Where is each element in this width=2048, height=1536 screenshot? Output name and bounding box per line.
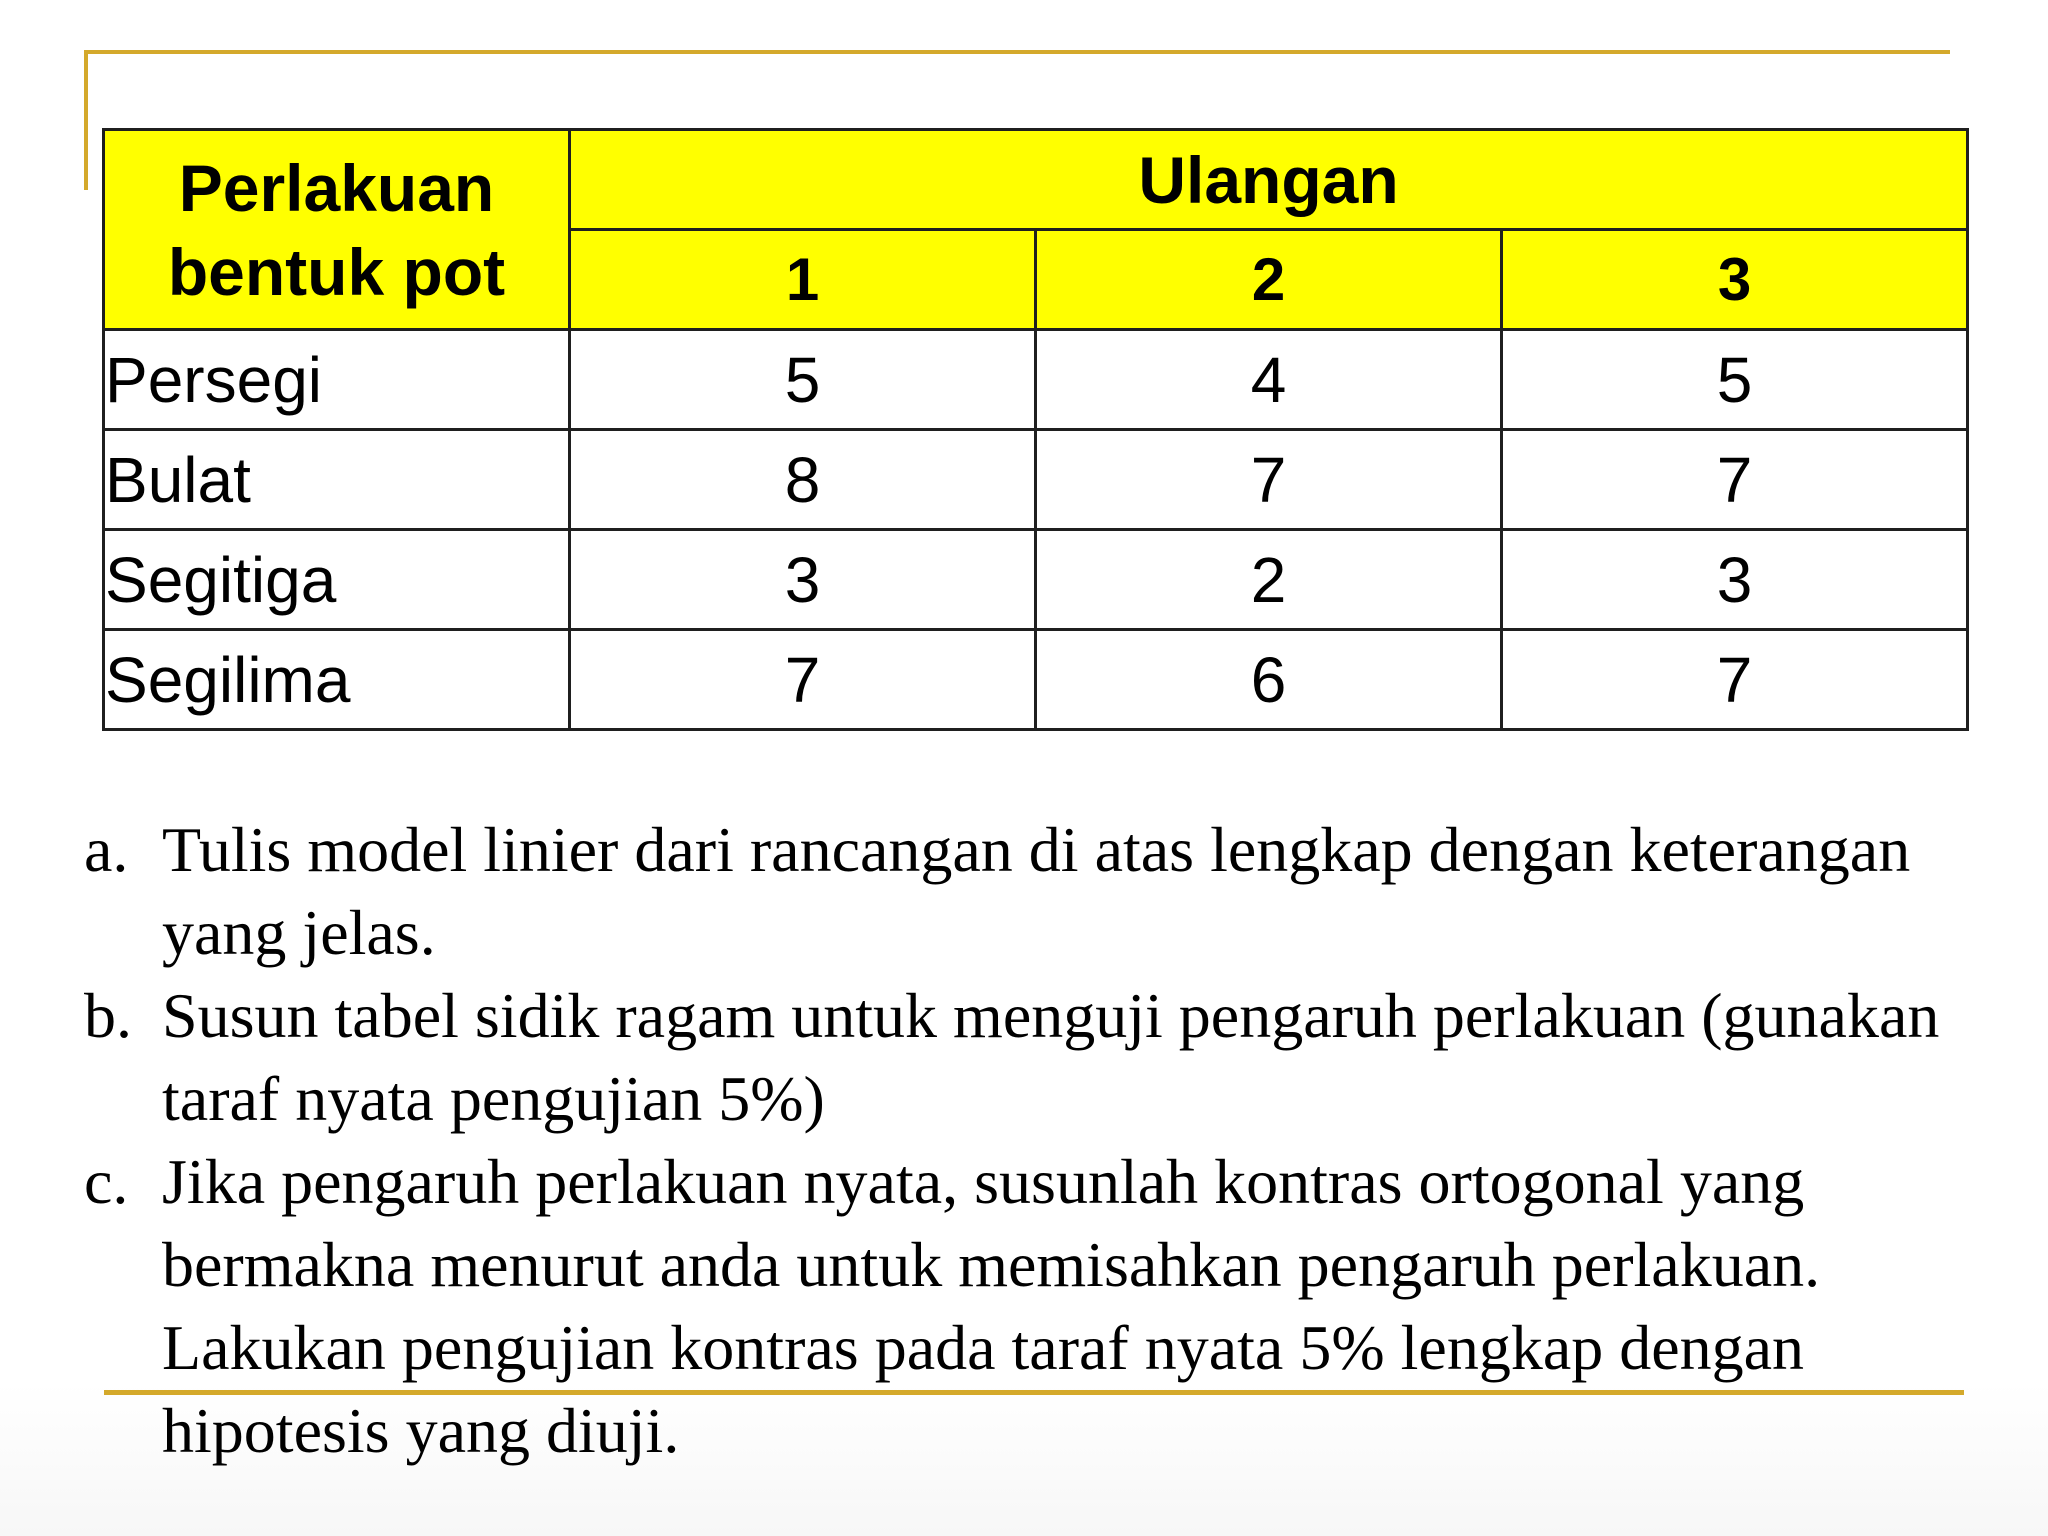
replicate-header-3: 3 [1502, 230, 1968, 330]
table-cell: 8 [570, 430, 1036, 530]
question-marker: b. [84, 980, 132, 1051]
question-text: Susun tabel sidik ragam untuk menguji pengaruh perlakuan (gunakan taraf nyata pengujian 5%) [162, 980, 1940, 1134]
replicate-header-2: 2 [1036, 230, 1502, 330]
question-list [84, 808, 1964, 1472]
question-item [84, 974, 1964, 1140]
row-label: Segitiga [104, 530, 570, 630]
table-cell: 7 [570, 630, 1036, 730]
table-cell: 4 [1036, 330, 1502, 430]
treatment-header [104, 130, 570, 330]
replicate-group-header: Ulangan [570, 130, 1968, 230]
table-cell: 7 [1502, 630, 1968, 730]
data-table [102, 128, 1969, 731]
header-row-top [104, 130, 1968, 230]
row-label: Segilima [104, 630, 570, 730]
bottom-accent-rule [104, 1390, 1964, 1395]
replicate-header-1: 1 [570, 230, 1036, 330]
treatment-header-line1: Perlakuan [178, 150, 495, 225]
table-row [104, 630, 1968, 730]
table-row [104, 430, 1968, 530]
row-label: Persegi [104, 330, 570, 430]
table-cell: 5 [1502, 330, 1968, 430]
table-cell: 6 [1036, 630, 1502, 730]
table-cell: 2 [1036, 530, 1502, 630]
table-cell: 3 [570, 530, 1036, 630]
question-item [84, 1140, 1964, 1472]
question-text: Tulis model linier dari rancangan di atas lengkap dengan keterangan yang jelas. [162, 814, 1911, 968]
question-marker: c. [84, 1146, 129, 1217]
table-cell: 5 [570, 330, 1036, 430]
question-text: Jika pengaruh perlakuan nyata, susunlah kontras ortogonal yang bermakna menurut anda untuk memisahkan pengaruh perlakuan. Lakukan pengujian kontras pada taraf nyata 5% lengkap dengan hipotesis yang diuji. [162, 1146, 1821, 1466]
question-marker: a. [84, 814, 129, 885]
question-item [84, 808, 1964, 974]
table-row [104, 530, 1968, 630]
table-row [104, 330, 1968, 430]
left-accent-rule [84, 50, 88, 190]
treatment-header-line2: bentuk pot [167, 234, 506, 309]
top-accent-rule [84, 50, 1950, 54]
row-label: Bulat [104, 430, 570, 530]
table-cell: 7 [1036, 430, 1502, 530]
table-cell: 3 [1502, 530, 1968, 630]
table-cell: 7 [1502, 430, 1968, 530]
